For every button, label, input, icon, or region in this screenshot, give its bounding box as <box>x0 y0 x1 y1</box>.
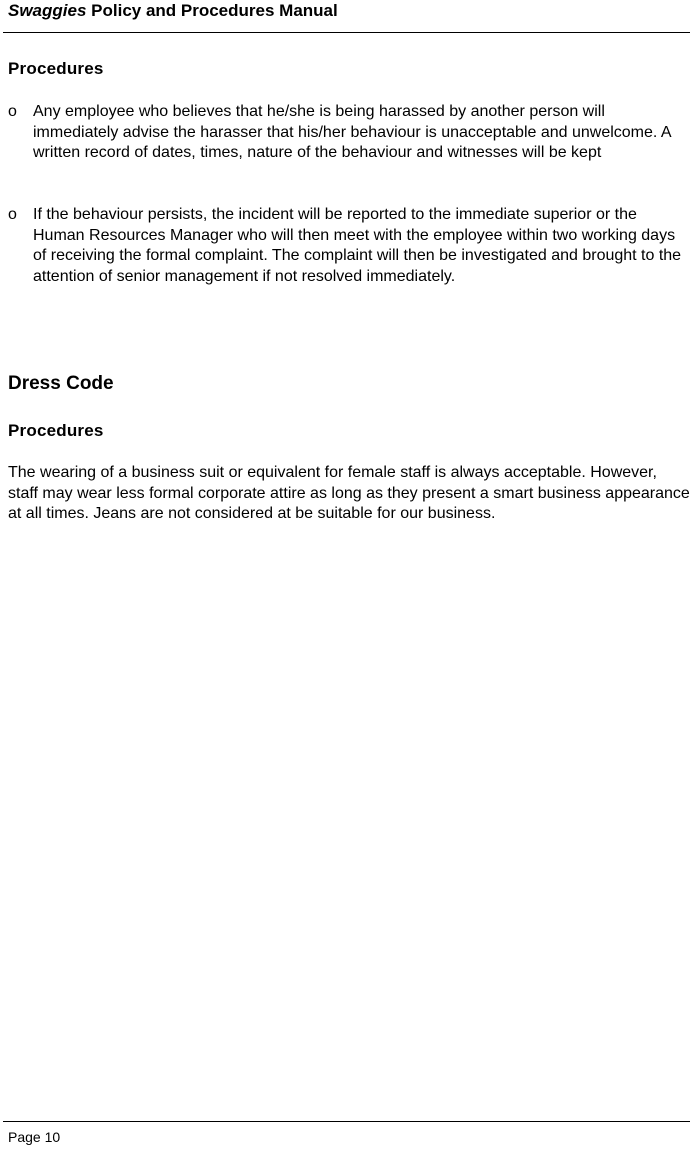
bullet-marker: o <box>8 206 17 223</box>
footer-divider <box>3 1121 690 1122</box>
header-brand: Swaggies <box>8 1 87 20</box>
header-title: Policy and Procedures Manual <box>86 1 338 20</box>
bullet-text: Any employee who believes that he/she is being harassed by another person will immediately advise the harasser that his/her behaviour is unacceptable and unwelcome. A written record of dates, times, nature of the behaviour and witnesses will be kept <box>33 103 671 162</box>
dress-code-heading: Dress Code <box>8 373 114 394</box>
bullet-marker: o <box>8 103 17 120</box>
bullet-text: If the behaviour persists, the incident will be reported to the immediate superior or the Human Resources Manager who will then meet with the employee within two working days of receiving the formal complaint. The complaint will then be investigated and brought to the attention of senior management if not resolved immediately. <box>33 206 682 286</box>
header-divider <box>3 32 690 33</box>
dress-code-body: The wearing of a business suit or equivalent for female staff is always acceptable. However, staff may wear less formal corporate attire as long as they present a smart business appearance at all times. Jeans are not considered at be suitable for our business. <box>8 464 690 523</box>
page-number: Page 10 <box>8 1129 61 1145</box>
document-header <box>8 1 338 21</box>
list-item <box>8 102 688 164</box>
list-item <box>8 205 688 288</box>
harassment-procedures-heading: Procedures <box>8 59 104 78</box>
dress-code-procedures-heading: Procedures <box>8 421 104 440</box>
